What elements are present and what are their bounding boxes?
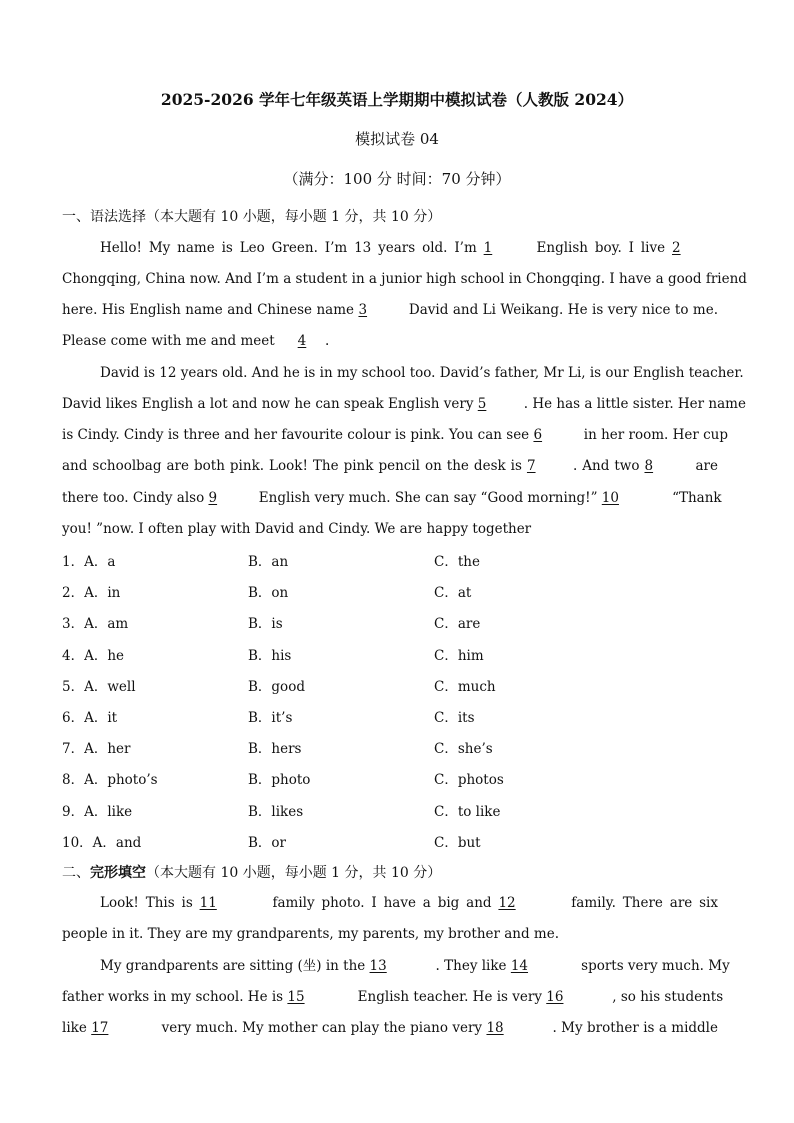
passage-1-line: David is 12 years old. And he is in my school too. David’s father, Mr Li, is our English teacher.: [100, 365, 744, 381]
option-b[interactable]: B．on: [248, 585, 289, 601]
option-c[interactable]: C．the: [434, 554, 480, 570]
option-row: [62, 831, 718, 851]
option-a[interactable]: 8．A．photo’s: [62, 772, 158, 788]
option-c[interactable]: C．at: [434, 585, 472, 601]
option-c[interactable]: C．she’s: [434, 741, 493, 757]
option-a[interactable]: 2．A．in: [62, 585, 121, 601]
option-b[interactable]: B．or: [248, 835, 287, 851]
passage-1-line: here. His English name and Chinese name 3 David and Li Weikang. He is very nice to me.: [62, 302, 718, 318]
blank-10[interactable]: 10: [601, 490, 619, 506]
passage-1-line: Hello! My name is Leo Green. I’m 13 years old. I’m 1 English boy. I live 2: [62, 238, 718, 258]
blank-16[interactable]: 16: [546, 989, 564, 1005]
option-row: [62, 737, 718, 757]
option-a[interactable]: 3．A．am: [62, 616, 129, 632]
blank-12[interactable]: 12: [498, 895, 516, 911]
blank-18[interactable]: 18: [486, 1020, 504, 1036]
passage-2-line: like 17 very much. My mother can play the piano very 18 . My brother is a middle: [62, 1020, 718, 1036]
option-c[interactable]: C．much: [434, 679, 496, 695]
exam-subtitle: 模拟试卷 04: [355, 130, 439, 148]
passage-1-line: Please come with me and meet 4 .: [62, 333, 330, 349]
option-c[interactable]: C．are: [434, 616, 481, 632]
blank-17[interactable]: 17: [91, 1020, 109, 1036]
blank-15[interactable]: 15: [287, 989, 305, 1005]
blank-9[interactable]: 9: [208, 490, 218, 506]
passage-2-line: My grandparents are sitting (坐) in the 13 . They like 14 sports very much. My: [100, 958, 730, 974]
option-b[interactable]: B．is: [248, 616, 283, 632]
option-a[interactable]: 6．A．it: [62, 710, 118, 726]
option-row: [62, 612, 718, 632]
blank-2[interactable]: 2: [672, 240, 681, 256]
option-c[interactable]: C．its: [434, 710, 475, 726]
option-b[interactable]: B．likes: [248, 804, 304, 820]
option-row: [62, 800, 718, 820]
blank-4[interactable]: 4: [297, 333, 307, 349]
blank-1[interactable]: 1: [483, 240, 493, 256]
blank-8[interactable]: 8: [644, 458, 654, 474]
section-2-rest: （本大题有 10 小题，每小题 1 分，共 10 分）: [146, 865, 442, 881]
option-c[interactable]: C．to like: [434, 804, 501, 820]
exam-meta: （满分：100 分 时间：70 分钟）: [283, 170, 511, 188]
option-row: [62, 706, 718, 726]
blank-13[interactable]: 13: [369, 958, 387, 974]
passage-1-line: is Cindy. Cindy is three and her favourite colour is pink. You can see 6 in her room. Her cup: [62, 427, 728, 443]
blank-7[interactable]: 7: [526, 458, 536, 474]
option-row: [62, 644, 718, 664]
option-b[interactable]: B．his: [248, 648, 292, 664]
passage-2-line: Look! This is 11 family photo. I have a big and 12 family. There are six: [100, 895, 718, 911]
section-1-rest: （本大题有 10 小题，每小题 1 分，共 10 分）: [146, 209, 442, 225]
option-row: [62, 675, 718, 695]
option-row: [62, 581, 718, 601]
passage-1-line: and schoolbag are both pink. Look! The pink pencil on the desk is 7 . And two 8 are: [62, 458, 718, 474]
blank-3[interactable]: 3: [358, 302, 368, 318]
option-b[interactable]: B．good: [248, 679, 305, 695]
option-a[interactable]: 4．A．he: [62, 648, 125, 664]
option-b[interactable]: B．it’s: [248, 710, 293, 726]
section-2-number: 二、: [62, 865, 90, 881]
option-c[interactable]: C．photos: [434, 772, 504, 788]
passage-2-line: people in it. They are my grandparents, my parents, my brother and me.: [62, 926, 560, 942]
option-a[interactable]: 5．A．well: [62, 679, 136, 695]
blank-11[interactable]: 11: [199, 895, 217, 911]
blank-14[interactable]: 14: [510, 958, 529, 974]
option-c[interactable]: C．but: [434, 835, 481, 851]
section-1-number: 一、: [62, 209, 90, 225]
passage-2-line: father works in my school. He is 15 English teacher. He is very 16 , so his students: [62, 989, 724, 1005]
blank-5[interactable]: 5: [477, 396, 487, 412]
passage-1-line: there too. Cindy also 9 English very much. She can say “Good morning!” 10 “Thank: [62, 490, 722, 506]
option-row: [62, 550, 718, 570]
option-a[interactable]: 9．A．like: [62, 804, 133, 820]
section-2-label: 完形填空: [90, 865, 146, 881]
section-1-label: 语法选择: [90, 209, 146, 225]
exam-title: 2025-2026 学年七年级英语上学期期中模拟试卷（人教版 2024）: [160, 90, 634, 109]
passage-1-line: Chongqing, China now. And I’m a student in a junior high school in Chongqing. I have a good friend: [62, 271, 747, 287]
passage-1-line: David likes English a lot and now he can speak English very 5 . He has a little sister. Her name: [62, 396, 746, 412]
section-1-heading: [62, 206, 441, 226]
option-a[interactable]: 1．A．a: [62, 554, 116, 570]
passage-1-line: you! ”now. I often play with David and Cindy. We are happy together: [62, 521, 532, 537]
option-b[interactable]: B．an: [248, 554, 289, 570]
option-c[interactable]: C．him: [434, 648, 484, 664]
option-b[interactable]: B．hers: [248, 741, 302, 757]
section-2-heading: [62, 862, 441, 882]
option-a[interactable]: 7．A．her: [62, 741, 131, 757]
blank-6[interactable]: 6: [533, 427, 543, 443]
option-a[interactable]: 10．A．and: [62, 835, 142, 851]
option-row: [62, 768, 718, 788]
option-b[interactable]: B．photo: [248, 772, 311, 788]
